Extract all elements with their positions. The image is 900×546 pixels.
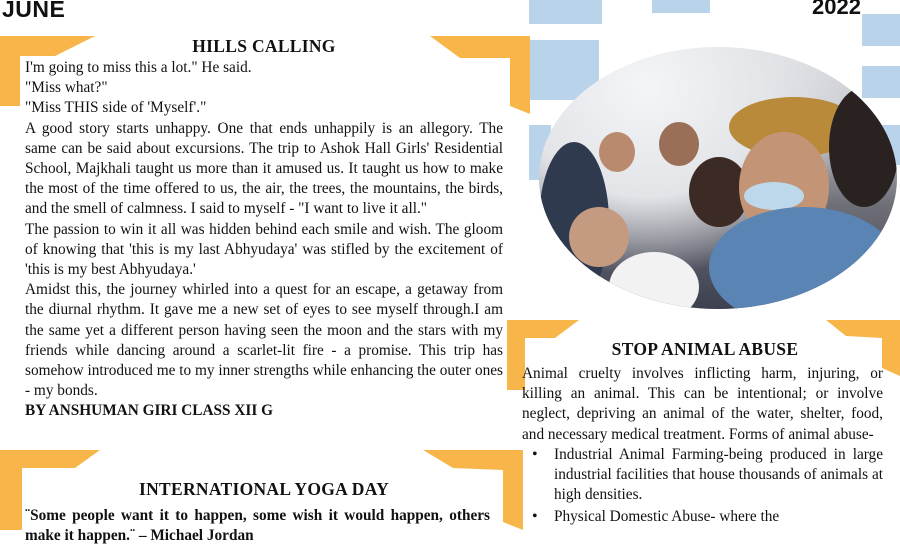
yoga-quote: ¨Some people want it to happen, some wish it would happen, others make it happen.¨ – Michael Jordan: [25, 507, 490, 545]
hills-article: [25, 58, 503, 422]
animal-intro: Animal cruelty involves inflicting harm, injuring, or killing an animal. This can be intentional; or involve neglect, depriving an animal of the water, shelter, food, and necessary medical treatment. Forms of animal abuse-: [522, 365, 883, 443]
list-item: • Physical Domestic Abuse- where the: [522, 507, 883, 527]
decor-square: [862, 14, 900, 46]
hills-paragraph: The passion to win it all was hidden behind each smile and wish. The gloom of knowing that 'this is my last Abhyudaya' was stifled by the excitement of 'this is my best Abhyudaya.': [25, 220, 503, 279]
list-item: • Industrial Animal Farming-being produced in large industrial facilities that house thousands of animals at high densities.: [522, 445, 883, 506]
hills-line: I'm going to miss this a lot." He said.: [25, 59, 252, 76]
animal-article: [522, 364, 883, 528]
bus-photo: [539, 47, 897, 309]
year-label: 2022: [812, 0, 861, 19]
hills-paragraph: A good story starts unhappy. One that ends unhappily is an allegory. The same can be said about excursions. The trip to Ashok Hall Girls' Residential School, Majkhali taught us more than it amused us. It taught us how to make the most of the time offered to us, the air, the trees, the mountains, the birds, and the smell of calmness. I said to myself - "I want to live it all.": [25, 119, 503, 218]
animal-title: STOP ANIMAL ABUSE: [611, 339, 799, 359]
yoga-title: INTERNATIONAL YOGA DAY: [138, 479, 390, 499]
hills-line: "Miss what?": [25, 79, 108, 97]
hills-title: HILLS CALLING: [192, 36, 336, 56]
month-label: JUNE: [2, 0, 66, 22]
decor-square: [652, 0, 710, 13]
hills-paragraph: Amidst this, the journey whirled into a quest for an escape, a getaway from the diurnal rhythm. It gave me a new set of eyes to see myself through.I am the same yet a different person having seen the moon and the stars with my friends while dancing around a scarlet-lit fire - a promise. This trip has somehow introduced me to my inner strengths while enhancing the outer ones - my bonds.: [25, 281, 503, 400]
decor-square: [529, 0, 602, 24]
hills-byline: BY ANSHUMAN GIRI CLASS XII G: [25, 402, 274, 420]
animal-abuse-list: [522, 445, 883, 528]
hills-line: "Miss THIS side of 'Myself'.": [25, 99, 207, 117]
